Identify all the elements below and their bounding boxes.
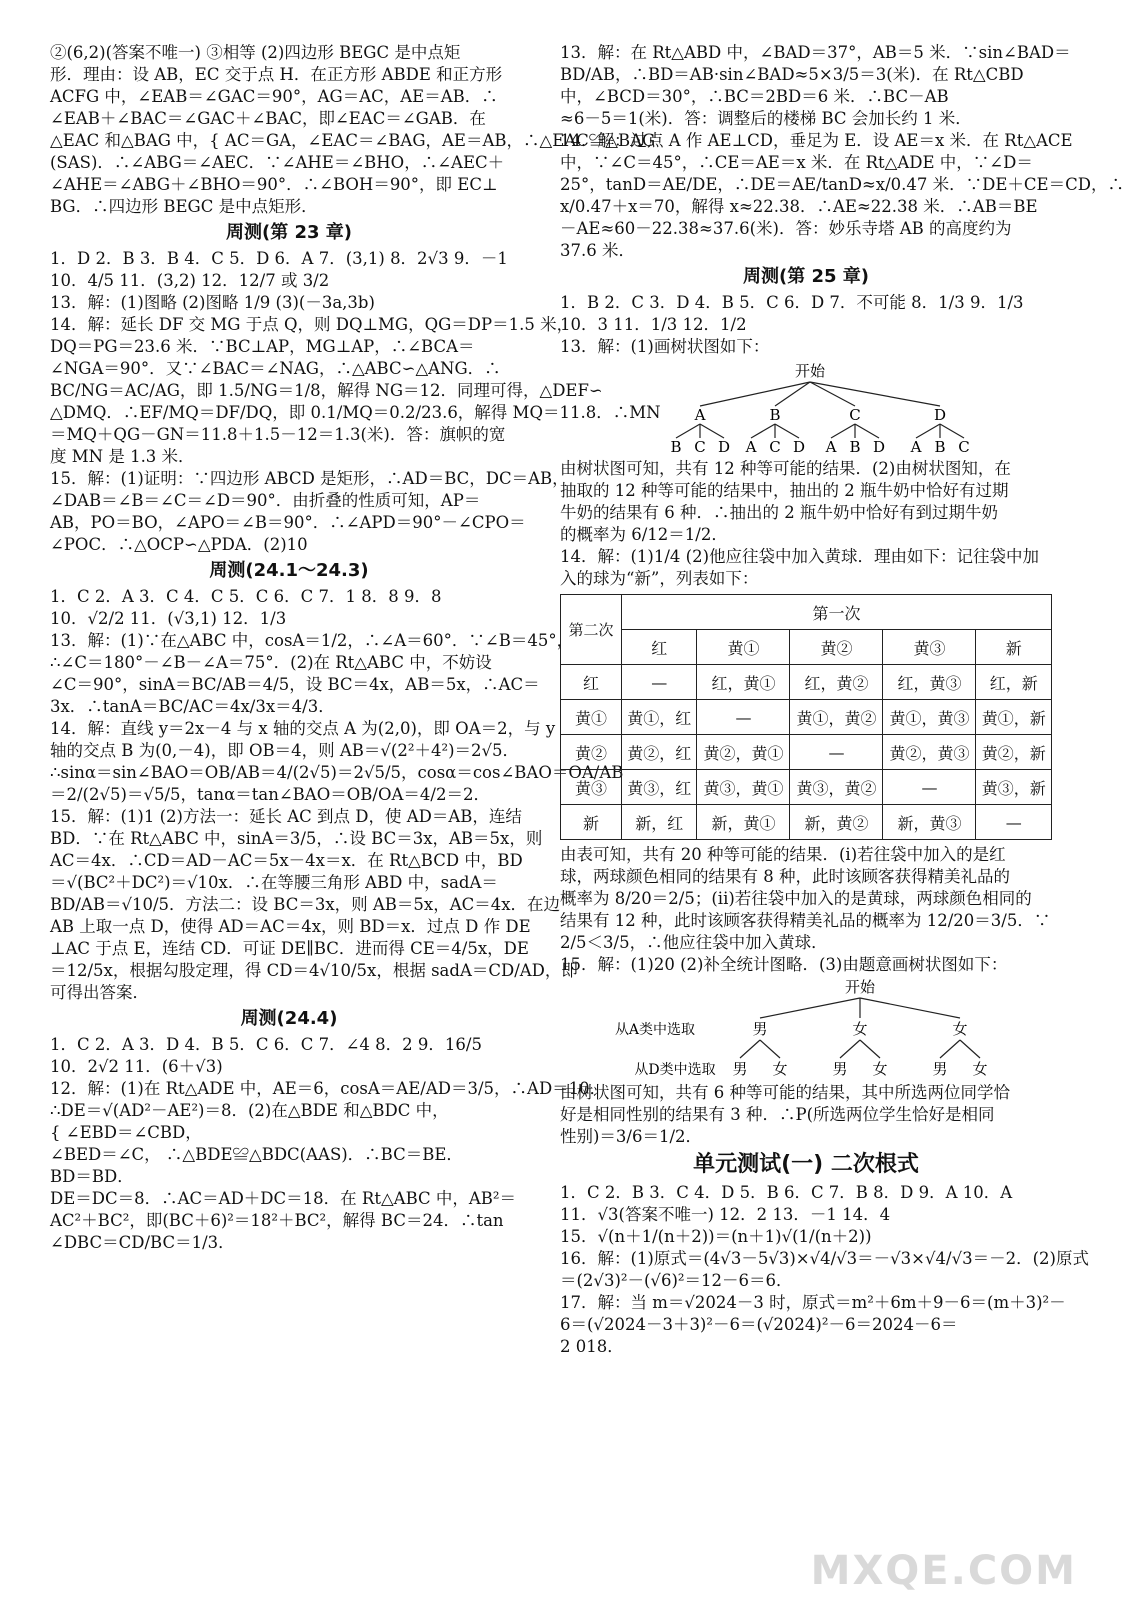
tree-branch xyxy=(775,424,799,438)
table-cell: 新，红 xyxy=(622,805,697,840)
text-line: x/0.47＋x＝70，解得 x≈22.38．∴AE≈22.38 米．∴AB＝BE xyxy=(560,197,1038,216)
text-line: 由树状图可知，共有 12 种等可能的结果．(2)由树状图知，在 xyxy=(560,459,1011,478)
section-heading: 单元测试(一) 二次根式 xyxy=(693,1152,919,1177)
text-line: 15．√(n＋1/(n＋2))＝(n＋1)√(1/(n＋2)) xyxy=(560,1227,872,1246)
text-line: BD/AB＝√10/5．方法二：设 BC＝3x，则 AB＝5x，AC＝4x．在边 xyxy=(50,895,561,914)
text-line: 14．解：(1)1/4 (2)他应往袋中加入黄球．理由如下：记往袋中加 xyxy=(560,547,1040,566)
table-cell: 黄①，黄③ xyxy=(883,700,976,735)
table-corner-cell: 第二次 xyxy=(561,595,622,665)
table-cell: — xyxy=(883,770,976,805)
tree-leaf-label: B xyxy=(670,438,682,456)
text-line: BD/AB，∴BD＝AB·sin∠BAD≈5×3/5＝3(米)．在 Rt△CBD xyxy=(560,65,1024,84)
probability-table xyxy=(560,594,1052,840)
section-heading: 周测(第 23 章) xyxy=(225,222,353,243)
table-cell: 黄②，红 xyxy=(622,735,697,770)
text-line: 抽取的 12 种等可能的结果中，抽出的 2 瓶牛奶中恰好有过期 xyxy=(560,481,1009,500)
text-line: 概率为 8/20＝2/5；(ii)若往袋中加入的是黄球，两球颜色相同的 xyxy=(560,889,1032,908)
tree-branch xyxy=(760,998,860,1018)
text-line: 12．解：(1)在 Rt△ADE 中，AE＝6，cosA＝AE/AD＝3/5，∴AD＝10． xyxy=(50,1079,607,1098)
text-line: 度 MN 是 1.3 米． xyxy=(50,447,195,466)
table-row xyxy=(561,735,1052,770)
text-line: 性别)＝3/6＝1/2． xyxy=(560,1127,703,1146)
table-cell: 红，黄① xyxy=(697,665,790,700)
text-line: 15．解：(1)20 (2)补全统计图略．(3)由题意画树状图如下： xyxy=(560,955,1008,974)
text-line: 1．D 2．B 3．B 4．C 5．D 6．A 7．(3,1) 8．2√3 9．－1 xyxy=(50,249,508,268)
tree-node-label: B xyxy=(769,406,781,424)
text-line: AC＝4x．∴CD＝AD－AC＝5x－4x＝x．在 Rt△BCD 中，BD xyxy=(50,851,523,870)
text-line: AB 上取一点 D，使得 AD＝AC＝4x，则 BD＝x．过点 D 作 DE xyxy=(50,917,531,936)
tree-leaf-label: D xyxy=(792,438,806,456)
text-line: 3x．∴tanA＝BC/AC＝4x/3x＝4/3． xyxy=(50,697,335,716)
text-line: { ∠EBD＝∠CBD， xyxy=(50,1123,202,1142)
tree-branch xyxy=(831,424,855,438)
text-line: ∠POC．∴△OCP∽△PDA．(2)10 xyxy=(50,535,308,554)
text-line: 1．C 2．B 3．C 4．D 5．B 6．C 7．B 8．D 9．A 10．A xyxy=(560,1183,1013,1202)
text-line: 10．2√2 11．(6＋√3) xyxy=(50,1057,223,1076)
text-line: BC/NG＝AC/AG，即 1.5/NG＝1/8，解得 NG＝12．同理可得，△DEF∽ xyxy=(50,381,603,400)
answer-block xyxy=(560,1182,1089,1358)
table-row xyxy=(561,770,1052,805)
tree-leaf-label: A xyxy=(910,438,922,456)
table-cell: 黄③，黄① xyxy=(697,770,790,805)
table-cell: 红，黄② xyxy=(790,665,883,700)
tree-leaf-label: D xyxy=(872,438,886,456)
text-line: ≈6－5＝1(米)．答：调整后的楼梯 BC 会加长约 1 米． xyxy=(560,109,972,128)
text-line: －AE≈60－22.38≈37.6(米)．答：妙乐寺塔 AB 的高度约为 xyxy=(560,219,1012,238)
table-column-header: 黄② xyxy=(790,630,883,665)
tree-leaf-label: B xyxy=(934,438,946,456)
text-line: 牛奶的结果有 6 种．∴抽出的 2 瓶牛奶中恰好有到过期牛奶 xyxy=(560,503,998,522)
tree-node-label: 男 xyxy=(752,1020,768,1038)
tree-node-label: 女 xyxy=(852,1020,868,1038)
tree-node-label: D xyxy=(933,406,947,424)
tree-leaf-label: C xyxy=(958,438,970,456)
table-row-header: 新 xyxy=(561,805,622,840)
text-line: BD．∵在 Rt△ABC 中，sinA＝3/5，∴设 BC＝3x，AB＝5x，则 xyxy=(50,829,543,848)
tree-level-label: 从D类中选取 xyxy=(634,1062,716,1078)
table-cell: 黄①，黄② xyxy=(790,700,883,735)
text-line: ＝√(BC²＋DC²)＝√10x．∴在等腰三角形 ABD 中，sadA＝ xyxy=(50,873,498,892)
tree-branch xyxy=(840,1040,860,1058)
answer-block xyxy=(560,458,1052,590)
text-line: DE＝DC＝8．∴AC＝AD＋DC＝18．在 Rt△ABC 中，AB²＝ xyxy=(50,1189,517,1208)
answer-block xyxy=(560,292,1052,358)
text-line: △DMQ．∴EF/MQ＝DF/DQ，即 0.1/MQ＝0.2/23.6，解得 MQ＝11.8．∴MN xyxy=(50,403,661,422)
text-line: 11．√3(答案不唯一) 12．2 13．－1 14．4 xyxy=(560,1205,891,1224)
tree-branch xyxy=(700,424,724,438)
tree-root-label: 开始 xyxy=(844,978,876,996)
tree-leaf-label: 女 xyxy=(772,1060,788,1078)
tree-branch xyxy=(760,1040,780,1058)
tree-leaf-label: 男 xyxy=(932,1060,948,1078)
section-heading: 周测(24.4) xyxy=(240,1008,338,1029)
text-line: 14．解：延长 DF 交 MG 于点 Q，则 DQ⊥MG，QG＝DP＝1.5 米， xyxy=(50,315,574,334)
table-row-header: 黄② xyxy=(561,735,622,770)
tree-branch xyxy=(960,1040,980,1058)
answer-block xyxy=(560,42,1124,262)
text-line: 15．解：(1)1 (2)方法一：延长 AC 到点 D，使 AD＝AB，连结 xyxy=(50,807,522,826)
table-cell: 黄③，新 xyxy=(976,770,1052,805)
tree-branch xyxy=(860,998,960,1018)
text-line: AB，PO＝BO，∠APO＝∠B＝90°．∴∠APD＝90°－∠CPO＝ xyxy=(50,513,526,532)
text-line: ∠NGA＝90°．又∵∠BAC＝∠NAG，∴△ABC∽△ANG．∴ xyxy=(50,359,501,378)
text-line: 轴的交点 B 为(0,－4)，即 OB＝4，则 AB＝√(2²＋4²)＝2√5． xyxy=(50,741,520,760)
text-line: 14．解：过点 A 作 AE⊥CD，垂足为 E．设 AE＝x 米．在 Rt△ACE xyxy=(560,131,1073,150)
tree-level-label: 从A类中选取 xyxy=(614,1022,696,1038)
tree-branch xyxy=(855,424,879,438)
text-line: 37.6 米． xyxy=(560,241,635,260)
tree-leaf-label: C xyxy=(769,438,781,456)
tree-leaf-label: 女 xyxy=(972,1060,988,1078)
tree-root-label: 开始 xyxy=(794,362,826,380)
table-column-header: 新 xyxy=(976,630,1052,665)
table-cell: 黄②，新 xyxy=(976,735,1052,770)
tree-branch xyxy=(940,424,964,438)
text-line: 1．C 2．A 3．C 4．C 5．C 6．C 7．1 8．8 9．8 xyxy=(50,587,442,606)
text-line: ∴DE＝√(AD²－AE²)＝8．(2)在△BDE 和△BDC 中， xyxy=(50,1101,449,1120)
text-line: ∠C＝90°，sinA＝BC/AB＝4/5，设 BC＝4x，AB＝5x，∴AC＝ xyxy=(50,675,540,694)
text-line: 14．解：直线 y＝2x－4 与 x 轴的交点 A 为(2,0)，即 OA＝2，与 y xyxy=(50,719,556,738)
answer-block xyxy=(50,42,656,218)
table-column-header: 黄③ xyxy=(883,630,976,665)
table-row-header: 黄③ xyxy=(561,770,622,805)
text-line: △EAC 和△BAG 中，{ AC＝GA，∠EAC＝∠BAG，AE＝AB，∴△EAC≌△BAG xyxy=(50,131,656,150)
tree-node-label: A xyxy=(694,406,706,424)
text-line: ＝MQ＋QG－GN＝11.8＋1.5－12＝1.3(米)．答：旗帜的宽 xyxy=(50,425,506,444)
tree-branch xyxy=(676,424,700,438)
text-line: 好是相同性别的结果有 3 种．∴P(所选两位学生恰好是相同 xyxy=(560,1105,995,1124)
answer-block xyxy=(560,1082,1052,1148)
tree-branch xyxy=(860,1040,880,1058)
right-column xyxy=(560,42,1124,1358)
tree-diagram xyxy=(560,360,1052,456)
text-line: 2/5＜3/5，∴他应往袋中加入黄球． xyxy=(560,933,828,952)
table-header-cell: 第一次 xyxy=(622,595,1052,630)
text-line: ∠AHE＝∠ABG＋∠BHO＝90°．∴∠BOH＝90°，即 EC⊥ xyxy=(50,175,498,194)
text-line: ⊥AC 于点 E，连结 CD．可证 DE∥BC．进而得 CE＝4/5x，DE xyxy=(50,939,529,958)
text-line: 13．解：(1)画树状图如下： xyxy=(560,337,770,356)
table-cell: 黄③，红 xyxy=(622,770,697,805)
text-line: BG．∴四边形 BEGC 是中点矩形． xyxy=(50,197,318,216)
tree-leaf-label: 男 xyxy=(832,1060,848,1078)
text-line: ∠BED＝∠C， ∴△BDE≌△BDC(AAS)．∴BC＝BE． xyxy=(50,1145,463,1164)
tree-leaf-label: C xyxy=(694,438,706,456)
table-cell: — xyxy=(622,665,697,700)
table-cell: — xyxy=(790,735,883,770)
table-row xyxy=(561,805,1052,840)
table-row xyxy=(561,665,1052,700)
text-line: 由表可知，共有 20 种等可能的结果．(i)若往袋中加入的是红 xyxy=(560,845,1006,864)
text-line: ②(6,2)(答案不唯一) ③相等 (2)四边形 BEGC 是中点矩 xyxy=(50,43,461,62)
table-row-header: 红 xyxy=(561,665,622,700)
table-cell: 黄②，黄③ xyxy=(883,735,976,770)
tree-leaf-label: D xyxy=(717,438,731,456)
text-line: 可得出答案． xyxy=(50,983,149,1002)
table-cell: 新，黄① xyxy=(697,805,790,840)
text-line: 中，∵∠C＝45°，∴CE＝AE＝x 米．在 Rt△ADE 中，∵∠D＝ xyxy=(560,153,1033,172)
text-line: ACFG 中，∠EAB＝∠GAC＝90°，AG＝AC，AE＝AB．∴ xyxy=(50,87,498,106)
table-cell: 红，新 xyxy=(976,665,1052,700)
text-line: 中，∠BCD＝30°，∴BC＝2BD＝6 米．∴BC－AB xyxy=(560,87,949,106)
text-line: 球，两球颜色相同的结果有 8 种，此时该顾客获得精美礼品的 xyxy=(560,867,1010,886)
tree-leaf-label: 男 xyxy=(732,1060,748,1078)
tree-branch xyxy=(751,424,775,438)
text-line: 1．C 2．A 3．D 4．B 5．C 6．C 7．∠4 8．2 9．16/5 xyxy=(50,1035,482,1054)
table-column-header: 黄① xyxy=(697,630,790,665)
table-row-header: 黄① xyxy=(561,700,622,735)
text-line: ∠DAB＝∠B＝∠C＝∠D＝90°．由折叠的性质可知，AP＝ xyxy=(50,491,481,510)
tree-leaf-label: B xyxy=(849,438,861,456)
table-cell: 黄①，红 xyxy=(622,700,697,735)
text-line: 形．理由：设 AB，EC 交于点 H．在正方形 ABDE 和正方形 xyxy=(50,65,503,84)
table-cell: 黄③，黄② xyxy=(790,770,883,805)
text-line: 由树状图可知，共有 6 种等可能的结果，其中所选两位同学恰 xyxy=(560,1083,1010,1102)
table-cell: 黄②，黄① xyxy=(697,735,790,770)
answer-block xyxy=(50,1034,607,1254)
text-line: 10．3 11．1/3 12．1/2 xyxy=(560,315,747,334)
text-line: 2 018． xyxy=(560,1337,624,1356)
text-line: 16．解：(1)原式＝(4√3－5√3)×√4/√3＝－√3×√4/√3＝－2．(2)原式 xyxy=(560,1249,1089,1268)
text-line: AC²＋BC²，即(BC＋6)²＝18²＋BC²，解得 BC＝24．∴tan xyxy=(50,1211,504,1230)
tree-diagram xyxy=(560,978,1052,1080)
tree-branch xyxy=(740,1040,760,1058)
text-line: 结果有 12 种，此时该顾客获得精美礼品的概率为 12/20＝3/5．∵ xyxy=(560,911,1051,930)
watermark: MXQE.COM xyxy=(810,1548,1077,1594)
tree-branch xyxy=(940,1040,960,1058)
text-line: 1．B 2．C 3．D 4．B 5．C 6．D 7．不可能 8．1/3 9．1/3 xyxy=(560,293,1024,312)
text-line: BD＝BD． xyxy=(50,1167,134,1186)
text-line: 17．解：当 m＝√2024－3 时，原式＝m²＋6m＋9－6＝(m＋3)²－ xyxy=(560,1293,1066,1312)
tree-leaf-label: A xyxy=(825,438,837,456)
answer-block xyxy=(560,844,1052,976)
tree-leaf-label: A xyxy=(745,438,757,456)
table-cell: 红，黄③ xyxy=(883,665,976,700)
table-column-header: 红 xyxy=(622,630,697,665)
tree-node-label: 女 xyxy=(952,1020,968,1038)
tree-leaf-label: 女 xyxy=(872,1060,888,1078)
text-line: ∠EAB＋∠BAC＝∠GAC＋∠BAC，即∠EAC＝∠GAB．在 xyxy=(50,109,486,128)
text-line: ∠DBC＝CD/BC＝1/3． xyxy=(50,1233,235,1252)
section-heading: 周测(24.1～24.3) xyxy=(209,560,369,581)
text-line: ∴∠C＝180°－∠B－∠A＝75°．(2)在 Rt△ABC 中，不妨设 xyxy=(50,653,492,672)
tree-branch xyxy=(810,382,940,406)
text-line: 的概率为 6/12＝1/2． xyxy=(560,525,728,544)
table-cell: — xyxy=(976,805,1052,840)
table-cell: 黄①，新 xyxy=(976,700,1052,735)
text-line: 13．解：(1)图略 (2)图略 1/9 (3)(－3a,3b) xyxy=(50,293,375,312)
text-line: 6＝(√2024－3＋3)²－6＝(√2024)²－6＝2024－6＝ xyxy=(560,1315,958,1334)
section-heading: 周测(第 25 章) xyxy=(742,266,870,287)
text-line: 10．4/5 11．(3,2) 12．12/7 或 3/2 xyxy=(50,271,330,290)
text-line: (SAS)．∴∠ABG＝∠AEC．∵∠AHE＝∠BHO，∴∠AEC＋ xyxy=(50,153,505,172)
text-line: ∴sinα＝sin∠BAO＝OB/AB＝4/(2√5)＝2√5/5，cosα＝cos∠BAO＝OA/AB xyxy=(50,763,624,782)
text-line: DQ＝PG＝23.6 米．∵BC⊥AP，MG⊥AP，∴∠BCA＝ xyxy=(50,337,475,356)
tree-branch xyxy=(916,424,940,438)
table-cell: 新，黄③ xyxy=(883,805,976,840)
text-line: 13．解：(1)∵在△ABC 中，cosA＝1/2，∴∠A＝60°．∵∠B＝45°， xyxy=(50,631,574,650)
text-line: 15．解：(1)证明：∵四边形 ABCD 是矩形，∴AD＝BC，DC＝AB， xyxy=(50,469,569,488)
table-cell: — xyxy=(697,700,790,735)
table-cell: 新，黄② xyxy=(790,805,883,840)
tree-node-label: C xyxy=(849,406,861,424)
text-line: 13．解：在 Rt△ABD 中，∠BAD＝37°，AB＝5 米．∵sin∠BAD＝ xyxy=(560,43,1071,62)
text-line: ＝2/(2√5)＝√5/5，tanα＝tan∠BAO＝OB/OA＝4/2＝2． xyxy=(50,785,490,804)
text-line: 10．√2/2 11．(√3,1) 12．1/3 xyxy=(50,609,287,628)
text-line: 入的球为“新”，列表如下： xyxy=(560,569,759,588)
text-line: ＝(2√3)²－(√6)²＝12－6＝6． xyxy=(560,1271,793,1290)
text-line: ＝12/5x，根据勾股定理，得 CD＝4√10/5x，根据 sadA＝CD/AD，即 xyxy=(50,961,578,980)
table-row xyxy=(561,700,1052,735)
text-line: 25°，tanD＝AE/DE，∴DE＝AE/tanD≈x/0.47 米．∵DE＋CE＝CD，∴ xyxy=(560,175,1124,194)
